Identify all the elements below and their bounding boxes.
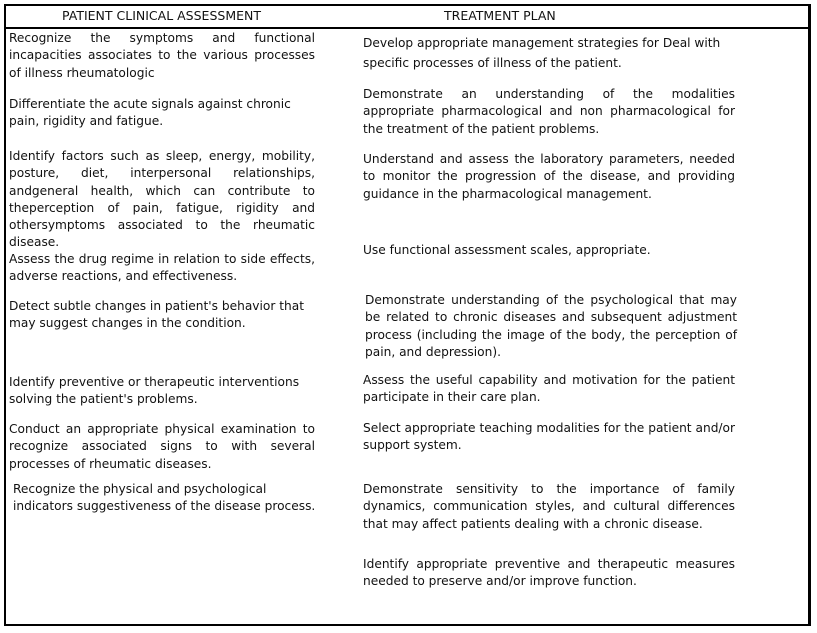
treatment-item: Develop appropriate management strategies for Deal with specific processes of illness of the patient. — [363, 36, 721, 70]
assessment-item: Recognize the symptoms and functional incapacities associates to the various processes of illness rheumatologic — [9, 31, 315, 80]
treatment-item: Select appropriate teaching modalities for the patient and/or support system. — [363, 421, 735, 453]
treatment-item: Demonstrate an understanding of the modalities appropriate pharmacological and non pharmacological for the treatment of the patient problems. — [363, 87, 735, 136]
header-treatment-plan: TREATMENT PLAN — [444, 8, 556, 23]
treatment-item: Understand and assess the laboratory parameters, needed to monitor the progression of the disease, and providing guidance in the pharmacological management. — [363, 152, 735, 201]
assessment-item: Detect subtle changes in patient's behavior that may suggest changes in the condition. — [9, 299, 304, 331]
assessment-item: Recognize the physical and psychological indicators suggestiveness of the disease process. — [13, 482, 316, 514]
header-patient-clinical-assessment: PATIENT CLINICAL ASSESSMENT — [62, 8, 261, 23]
treatment-item: Identify appropriate preventive and therapeutic measures needed to preserve and/or improve function. — [363, 557, 735, 589]
table-header-row — [6, 6, 808, 29]
assessment-item: Identify factors such as sleep, energy, mobility, posture, diet, interpersonal relationships, andgeneral health, which can contribute to theperception of pain, fatigue, rigidity and othersymptoms associated to the rheumatic disease. — [9, 149, 315, 250]
assessment-item: Identify preventive or therapeutic interventions solving the patient's problems. — [9, 375, 300, 407]
assessment-item: Conduct an appropriate physical examination to recognize associated signs to with several processes of rheumatic diseases. — [9, 422, 315, 471]
treatment-item: Demonstrate sensitivity to the importance of family dynamics, communication styles, and cultural differences that may affect patients dealing with a chronic disease. — [363, 482, 735, 531]
competency-table — [4, 4, 811, 626]
treatment-item: Assess the useful capability and motivation for the patient participate in their care plan. — [363, 373, 735, 405]
treatment-item: Use functional assessment scales, appropriate. — [363, 243, 651, 257]
assessment-item: Differentiate the acute signals against chronic pain, rigidity and fatigue. — [9, 97, 291, 129]
treatment-item: Demonstrate understanding of the psychological that may be related to chronic diseases and subsequent adjustment process (including the image of the body, the perception of pain, and depression). — [365, 293, 737, 359]
assessment-item: Assess the drug regime in relation to side effects, adverse reactions, and effectiveness. — [9, 252, 315, 284]
